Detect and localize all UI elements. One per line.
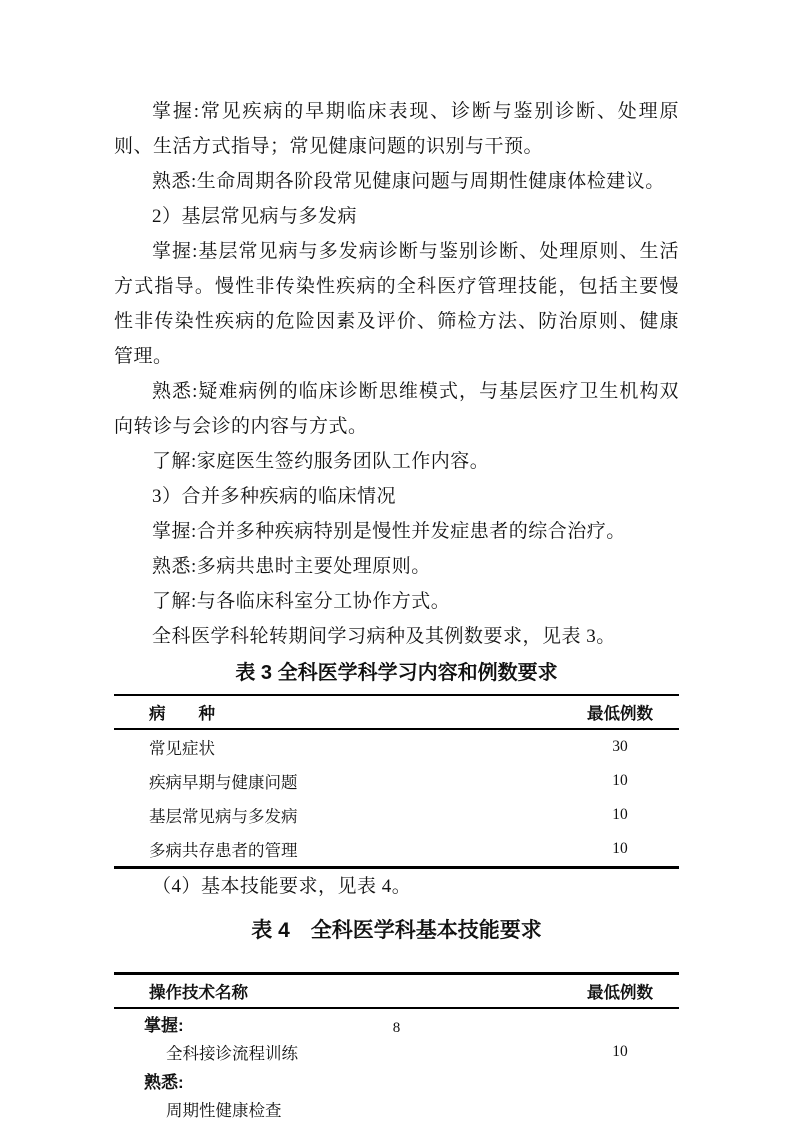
paragraph: 掌握:合并多种疾病特别是慢性并发症患者的综合治疗。 bbox=[152, 521, 626, 542]
table4-row-name: 周期性健康检查 bbox=[166, 1101, 282, 1120]
page-content bbox=[114, 94, 679, 1122]
table3-row-name: 疾病早期与健康问题 bbox=[149, 773, 298, 792]
paragraph: 掌握:常见疾病的早期临床表现、诊断与鉴别诊断、处理原则、生活方式指导；常见健康问题的识别与干预。 bbox=[114, 101, 679, 157]
table-row bbox=[114, 729, 679, 764]
paragraph: 掌握:基层常见病与多发病诊断与鉴别诊断、处理原则、生活方式指导。慢性非传染性疾病的全科医疗管理技能，包括主要慢性非传染性疾病的危险因素及评价、筛检方法、防治原则、健康管理。 bbox=[114, 241, 679, 367]
table3-title: 表 3 全科医学科学习内容和例数要求 bbox=[235, 662, 558, 684]
table4-header-skill: 操作技术名称 bbox=[114, 974, 561, 1009]
table-row bbox=[114, 764, 679, 798]
table4-title: 表 4 全科医学科基本技能要求 bbox=[251, 919, 542, 942]
table4-category-master: 掌握: bbox=[144, 1016, 184, 1035]
table4-category-familiar: 熟悉: bbox=[144, 1073, 184, 1092]
table4-row-value: 10 bbox=[612, 1043, 628, 1060]
paragraph: 熟悉:多病共患时主要处理原则。 bbox=[152, 556, 431, 577]
paragraph: 熟悉:疑难病例的临床诊断思维模式，与基层医疗卫生机构双向转诊与会诊的内容与方式。 bbox=[114, 381, 679, 437]
table3 bbox=[114, 694, 679, 869]
table3-row-name: 基层常见病与多发病 bbox=[149, 807, 298, 826]
table3-header-row bbox=[114, 695, 679, 729]
table4-header-min-cases: 最低例数 bbox=[561, 974, 679, 1009]
paragraph: 全科医学科轮转期间学习病种及其例数要求，见表 3。 bbox=[152, 626, 616, 647]
table3-row-value: 10 bbox=[612, 772, 628, 789]
table3-row-name: 多病共存患者的管理 bbox=[149, 841, 298, 860]
table4-header-row bbox=[114, 974, 679, 1009]
table3-row-name: 常见症状 bbox=[149, 739, 215, 758]
paragraph: 熟悉:生命周期各阶段常见健康问题与周期性健康体检建议。 bbox=[152, 171, 665, 192]
table3-row-value: 10 bbox=[612, 840, 628, 857]
table4 bbox=[114, 972, 679, 1122]
paragraph: 了解:家庭医生签约服务团队工作内容。 bbox=[152, 451, 490, 472]
table-row bbox=[114, 798, 679, 832]
table-row bbox=[114, 1038, 679, 1066]
table-row bbox=[114, 1066, 679, 1095]
table3-row-value: 10 bbox=[612, 806, 628, 823]
table3-header-min-cases: 最低例数 bbox=[561, 695, 679, 729]
section-heading-3: 3）合并多种疾病的临床情况 bbox=[152, 486, 397, 507]
table3-row-value: 30 bbox=[612, 738, 628, 755]
table4-row-name: 全科接诊流程训练 bbox=[166, 1044, 298, 1063]
table3-header-disease: 病 种 bbox=[114, 695, 561, 729]
paragraph: 了解:与各临床科室分工协作方式。 bbox=[152, 591, 451, 612]
table-row bbox=[114, 832, 679, 868]
table4-row-value bbox=[561, 1095, 679, 1122]
table-row bbox=[114, 1095, 679, 1122]
section-heading-2: 2）基层常见病与多发病 bbox=[152, 206, 358, 227]
page-number: 8 bbox=[392, 1020, 401, 1036]
paragraph: （4）基本技能要求，见表 4。 bbox=[152, 876, 412, 897]
